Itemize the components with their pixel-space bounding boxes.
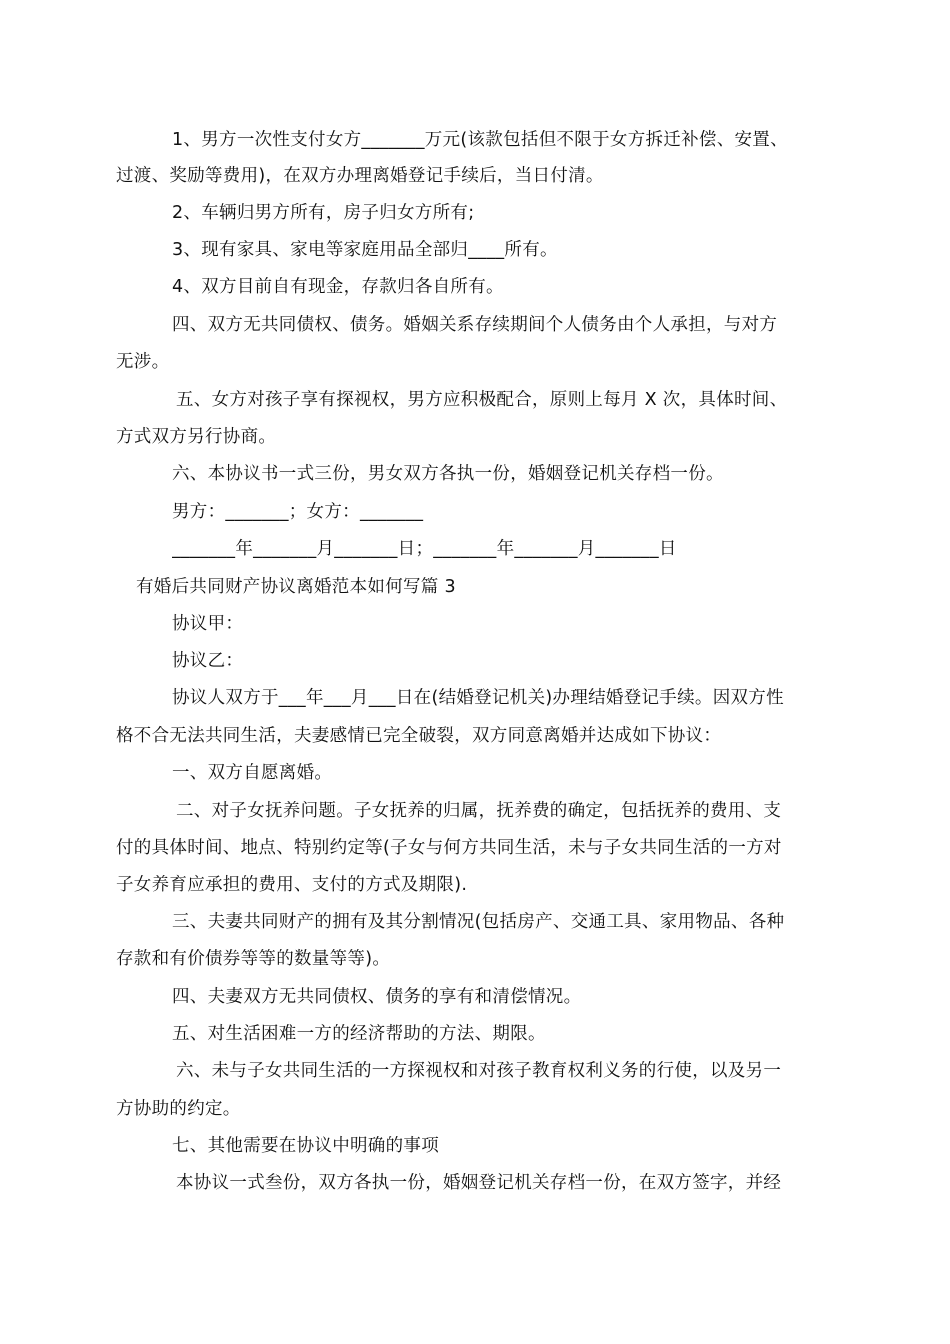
paragraph-line: 六、本协议书一式三份，男女双方各执一份，婚姻登记机关存档一份。 bbox=[172, 464, 724, 484]
paragraph-line: 三、夫妻共同财产的拥有及其分割情况(包括房产、交通工具、家用物品、各种 bbox=[172, 912, 785, 932]
paragraph-line: 五、女方对孩子享有探视权，男方应积极配合，原则上每月 X 次，具体时间、 bbox=[176, 390, 788, 410]
paragraph-line: 四、夫妻双方无共同债权、债务的享有和清偿情况。 bbox=[172, 987, 582, 1007]
paragraph-line: 七、其他需要在协议中明确的事项 bbox=[172, 1136, 439, 1156]
paragraph-line: 协议乙： bbox=[172, 651, 244, 671]
paragraph-line: 存款和有价债券等等的数量等等)。 bbox=[116, 949, 391, 969]
paragraph-line: 本协议一式叁份，双方各执一份，婚姻登记机关存档一份，在双方签字，并经 bbox=[176, 1173, 782, 1193]
paragraph-line: 协议人双方于___年___月___日在(结婚登记机关)办理结婚登记手续。因双方性 bbox=[172, 688, 784, 708]
paragraph-line: 二、对子女抚养问题。子女抚养的归属，抚养费的确定，包括抚养的费用、支 bbox=[176, 801, 782, 821]
paragraph-line: 2、车辆归男方所有，房子归女方所有; bbox=[172, 203, 475, 223]
paragraph-line: 五、对生活困难一方的经济帮助的方法、期限。 bbox=[172, 1024, 546, 1044]
paragraph-line: 子女养育应承担的费用、支付的方式及期限). bbox=[116, 875, 468, 895]
paragraph-line: 无涉。 bbox=[116, 352, 170, 372]
paragraph-line: 格不合无法共同生活，夫妻感情已完全破裂，双方同意离婚并达成如下协议： bbox=[116, 726, 722, 746]
paragraph-line: 一、双方自愿离婚。 bbox=[172, 763, 333, 783]
paragraph-line: 过渡、奖励等费用)，在双方办理离婚登记手续后，当日付清。 bbox=[116, 166, 604, 186]
paragraph-line: 协议甲： bbox=[172, 614, 244, 634]
section-heading: 有婚后共同财产协议离婚范本如何写篇 3 bbox=[136, 577, 456, 597]
paragraph-line: 4、双方目前自有现金，存款归各自所有。 bbox=[172, 277, 504, 297]
paragraph-line: 六、未与子女共同生活的一方探视权和对孩子教育权利义务的行使，以及另一 bbox=[176, 1061, 782, 1081]
paragraph-line: 付的具体时间、地点、特别约定等(子女与何方共同生活，未与子女共同生活的一方对 bbox=[116, 838, 782, 858]
paragraph-line: 四、双方无共同债权、债务。婚姻关系存续期间个人债务由个人承担，与对方 bbox=[172, 315, 778, 335]
date-line: _______年_______月_______日；_______年_______月_______日 bbox=[172, 539, 677, 559]
signature-line: 男方：_______；女方：_______ bbox=[172, 502, 424, 522]
paragraph-line: 3、现有家具、家电等家庭用品全部归____所有。 bbox=[172, 240, 558, 260]
paragraph-line: 方式双方另行协商。 bbox=[116, 427, 277, 447]
paragraph-line: 方协助的约定。 bbox=[116, 1099, 241, 1119]
paragraph-line: 1、男方一次性支付女方_______万元(该款包括但不限于女方拆迁补偿、安置、 bbox=[172, 130, 788, 150]
